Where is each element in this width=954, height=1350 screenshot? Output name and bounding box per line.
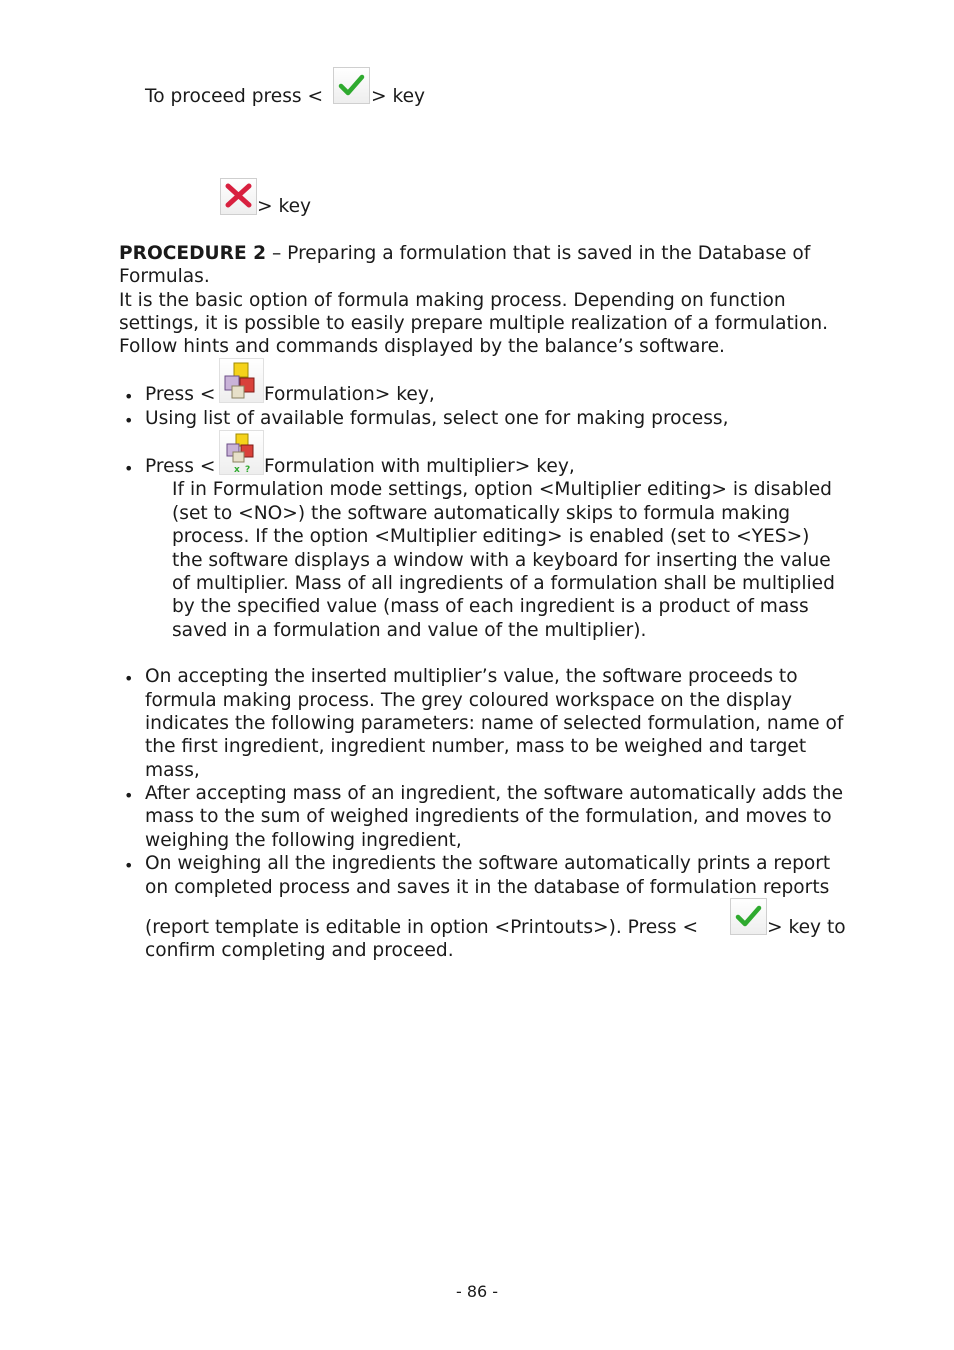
bullet-6-line: On weighing all the ingredients the software automatically prints a report — [145, 853, 831, 874]
bullet-3-detail-line: by the specified value (mass of each ingredient is a product of mass — [172, 596, 809, 617]
bullet-6-line: on completed process and saves it in the database of formulation reports — [145, 877, 830, 898]
intro-line: settings, it is possible to easily prepare multiple realization of a formulation. — [119, 313, 829, 334]
formulation-blocks-icon — [219, 358, 264, 403]
procedure-title: PROCEDURE 2 — [119, 243, 267, 264]
svg-text:?: ? — [245, 465, 251, 474]
page-number: - 86 - — [455, 1282, 499, 1301]
formulation-multiplier-icon — [219, 430, 264, 475]
bullet-6-end: confirm completing and proceed. — [145, 940, 454, 961]
intro-line: Follow hints and commands displayed by the balance’s software. — [119, 336, 725, 357]
procedure-heading — [119, 243, 810, 264]
bullet-3-detail-line: If in Formulation mode settings, option <Multiplier editing> is disabled — [172, 479, 832, 500]
check-icon — [333, 67, 370, 104]
check-icon — [730, 898, 767, 935]
bullet-marker: • — [124, 387, 134, 406]
bullet-4-line: the first ingredient, ingredient number, mass to be weighed and target — [145, 736, 807, 757]
bullet-3-detail-line: (set to <NO>) the software automatically skips to formula making — [172, 503, 791, 524]
bullet-marker: • — [124, 459, 134, 478]
bullet-marker: • — [124, 856, 134, 875]
bullet-3-detail-line: process. If the option <Multiplier editing> is enabled (set to <YES>) — [172, 526, 810, 547]
bullet-marker: • — [124, 786, 134, 805]
bullet-marker: • — [124, 669, 134, 688]
bullet-6-last-prefix: (report template is editable in option <Printouts>). Press < — [145, 917, 699, 938]
bullet-5-line: After accepting mass of an ingredient, the software automatically adds the — [145, 783, 844, 804]
bullet-5-line: mass to the sum of weighed ingredients of the formulation, and moves to — [145, 806, 832, 827]
bullet-1-prefix: Press < — [145, 384, 216, 405]
bullet-3-detail-line: the software displays a window with a keyboard for inserting the value — [172, 550, 831, 571]
bullet-3-prefix: Press < — [145, 456, 216, 477]
bullet-4-line: mass, — [145, 760, 200, 781]
bullet-5-line: weighing the following ingredient, — [145, 830, 462, 851]
bullet-4-line: formula making process. The grey coloured workspace on the display — [145, 690, 792, 711]
bullet-4-line: On accepting the inserted multiplier’s value, the software proceeds to — [145, 666, 798, 687]
bullet-4-line: indicates the following parameters: name of selected formulation, name of — [145, 713, 844, 734]
procedure-title-rest: – Preparing a formulation that is saved in the Database of — [266, 243, 811, 264]
cancel-suffix-text: > key — [257, 196, 312, 217]
bullet-6-last-suffix: > key to — [767, 917, 846, 938]
bullet-marker: • — [124, 411, 134, 430]
bullet-2-text: Using list of available formulas, select one for making process, — [145, 408, 729, 429]
proceed-prefix-text: To proceed press < — [145, 86, 324, 107]
bullet-3-detail-line: saved in a formulation and value of the multiplier). — [172, 620, 647, 641]
cancel-x-icon — [220, 178, 257, 215]
proceed-suffix-text: > key — [371, 86, 426, 107]
bullet-1-suffix: Formulation> key, — [264, 384, 435, 405]
svg-text:x: x — [234, 465, 240, 474]
intro-line: It is the basic option of formula making process. Depending on function — [119, 290, 786, 311]
bullet-3-suffix: Formulation with multiplier> key, — [264, 456, 575, 477]
bullet-3-detail-line: of multiplier. Mass of all ingredients of a formulation shall be multiplied — [172, 573, 835, 594]
procedure-title-continued: Formulas. — [119, 266, 210, 287]
